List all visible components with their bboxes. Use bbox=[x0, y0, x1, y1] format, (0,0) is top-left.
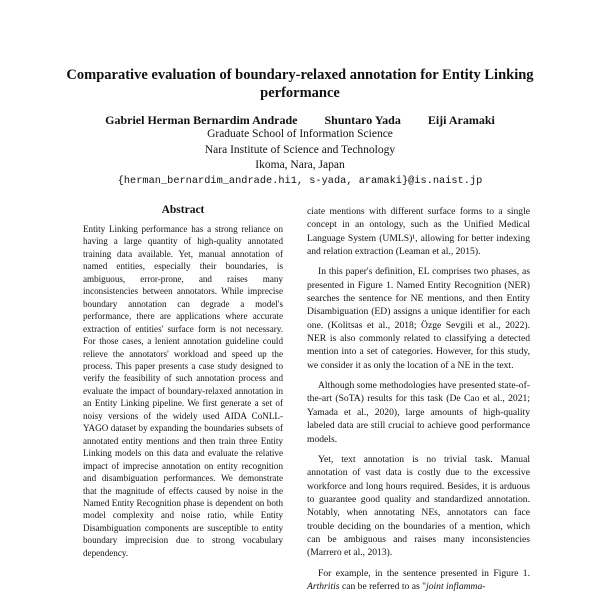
italic-term: joint inflamma- bbox=[426, 580, 486, 592]
body-paragraph: ciate mentions with different surface forms to a single concept in an ontology, such as the Unified Medical Language System (UMLS)¹, allowing for better indexing and relation extraction (Leaman et al., 2015). bbox=[307, 206, 530, 258]
affiliation bbox=[40, 127, 560, 189]
author-name: Eiji Aramaki bbox=[427, 113, 495, 127]
body-paragraph bbox=[307, 567, 530, 594]
affiliation-line: Ikoma, Nara, Japan bbox=[255, 159, 345, 171]
affiliation-line: Nara Institute of Science and Technology bbox=[204, 143, 396, 156]
body-paragraph: Although some methodologies have presented state-of-the-art (SoTA) results for this task (De Cao et al., 2021; Yamada et al., 2020), large amounts of high-quality labeled data are still crucial to achieve good performance models. bbox=[307, 380, 530, 445]
body-paragraph: In this paper's definition, EL comprises two phases, as presented in Figure 1. Named Entity Recognition (NER) searches the sentence for NE mentions, and then Entity Disambiguation (ED) assigns a unique identifier for each one. (Kolitsas et al., 2018; Özge Sevgili et al., 2022). NER is also commonly related to classifying a detected mention into a set of categories. However, for this study, we consider it as only the location of a NE in the text. bbox=[307, 266, 530, 371]
paper-title: Comparative evaluation of boundary-relaxed annotation for Entity Linking performance bbox=[66, 67, 534, 101]
italic-term: Arthritis bbox=[307, 580, 340, 592]
body-paragraph: Yet, text annotation is no trivial task. Manual annotation of vast data is costly due to the excessive workforce and long hours required. Besides, it is arduous to guarantee good quality and standardized annotation. Notably, when annotating NEs, annotators can face trouble deciding on the boundaries of a mention, which can be ambiguous and raises many inconsistencies (Marrero et al., 2013). bbox=[307, 453, 530, 559]
author-list bbox=[40, 112, 560, 128]
author-name: Shuntaro Yada bbox=[324, 113, 401, 127]
affiliation-line: Graduate School of Information Science bbox=[207, 128, 393, 140]
abstract-heading: Abstract bbox=[161, 204, 205, 216]
text-run: can be referred to as " bbox=[341, 580, 427, 592]
abstract-text: Entity Linking performance has a strong reliance on having a large quantity of high-quality annotated training data available. Yet, manual annotation of named entities, especially their boundaries, is ambiguous, error-prone, and raises many inconsistencies between annotators. While imprecise boundary annotation can degrade a model's performance, there are applications where accurate extraction of entities' surface form is not necessary. For those cases, a lenient annotation guideline could relieve the annotators' workload and speed up the process. This paper presents a case study designed to verify the feasibility of such annotation process and evaluate the impact of boundary-relaxed annotation in an Entity Linking pipeline. We first generate a set of noisy versions of the widely used AIDA CoNLL-YAGO dataset by expanding the boundaries subsets of annotated entity mentions and then train three Entity Linking models on this data and evaluate the relative impact of imprecise annotation on entity recognition and disambiguation performances. We demonstrate that the magnitude of effects caused by noise in the Named Entity Recognition phase is dependent on both model complexity and noise ratio, while Entity Disambiguation components are susceptible to entity boundary imprecision due to strong vocabulary dependency. bbox=[83, 224, 283, 558]
body-column bbox=[307, 205, 530, 600]
text-run: For example, in the sentence presented in Figure 1. bbox=[318, 567, 530, 579]
author-name: Gabriel Herman Bernardim Andrade bbox=[105, 113, 298, 127]
author-email: {herman_bernardim_andrade.hi1, s-yada, aramaki}@is.naist.jp bbox=[117, 174, 483, 187]
